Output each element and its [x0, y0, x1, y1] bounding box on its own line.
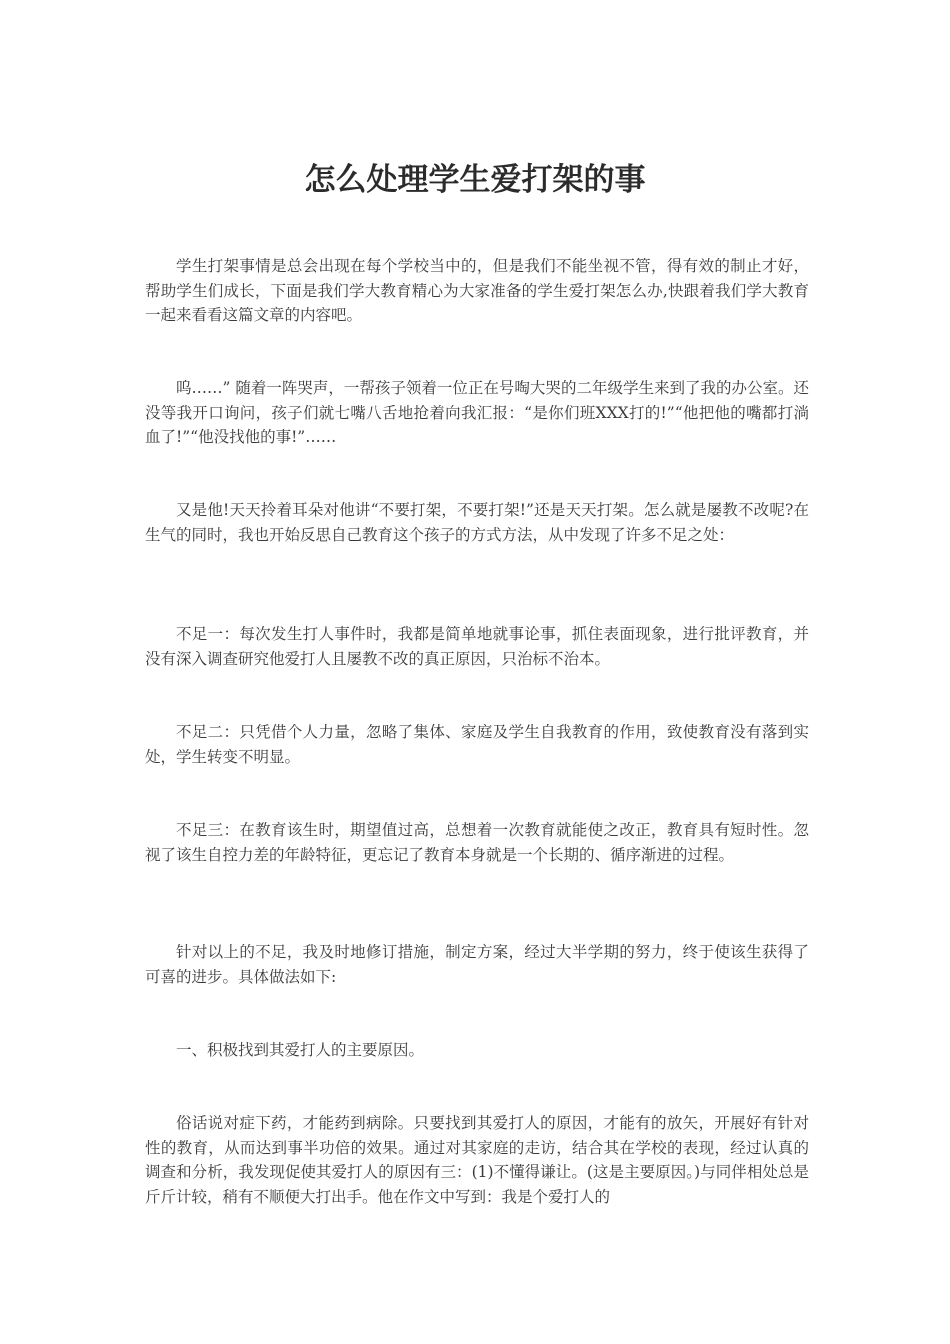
- paragraph-crying-scene: 呜……” 随着一阵哭声，一帮孩子领着一位正在号啕大哭的二年级学生来到了我的办公室。还没等我开口询问，孩子们就七嘴八舌地抢着向我汇报：“是你们班XXX打的!”“他把他的嘴都打淌血了!”“他没找他的事!”……: [145, 379, 809, 446]
- paragraph-shortcoming-3: 不足三：在教育该生时，期望值过高，总想着一次教育就能使之改正，教育具有短时性。忽视了该生自控力差的年龄特征，更忘记了教育本身就是一个长期的、循序渐进的过程。: [145, 821, 809, 864]
- paragraph-intro: 学生打架事情是总会出现在每个学校当中的，但是我们不能坐视不管，得有效的制止才好，帮助学生们成长，下面是我们学大教育精心为大家准备的学生爱打架怎么办,快跟着我们学大教育一起来看看这篇文章的内容吧。: [145, 257, 809, 324]
- paragraph-reflection: 又是他!天天拎着耳朵对他讲“不要打架，不要打架!”还是天天打架。怎么就是屡教不改呢?在生气的同时，我也开始反思自己教育这个孩子的方式方法，从中发现了许多不足之处：: [145, 501, 809, 544]
- section-heading-1: 一、积极找到其爱打人的主要原因。: [176, 1041, 425, 1059]
- paragraph-measures: 针对以上的不足，我及时地修订措施，制定方案，经过大半学期的努力，终于使该生获得了可喜的进步。具体做法如下:: [145, 943, 809, 986]
- paragraph-shortcoming-2: 不足二：只凭借个人力量，忽略了集体、家庭及学生自我教育的作用，致使教育没有落到实处，学生转变不明显。: [145, 723, 809, 766]
- document-title: 怎么处理学生爱打架的事: [304, 162, 646, 198]
- paragraph-causes: 俗话说对症下药，才能药到病除。只要找到其爱打人的原因，才能有的放矢，开展好有针对性的教育，从而达到事半功倍的效果。通过对其家庭的走访，结合其在学校的表现，经过认真的调查和分析，我发现促使其爱打人的原因有三：(1)不懂得谦让。(这是主要原因。)与同伴相处总是斤斤计较，稍有不顺便大打出手。他在作文中写到：我是个爱打人的: [145, 1114, 809, 1206]
- paragraph-shortcoming-1: 不足一：每次发生打人事件时，我都是简单地就事论事，抓住表面现象，进行批评教育，并没有深入调查研究他爱打人且屡教不改的真正原因，只治标不治本。: [145, 625, 809, 668]
